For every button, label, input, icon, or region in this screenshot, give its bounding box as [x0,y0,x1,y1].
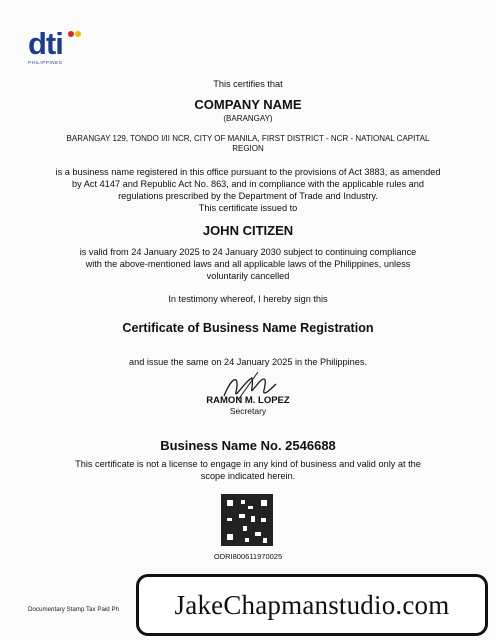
watermark-banner [136,574,488,636]
paragraph-1-line-1: is a business name registered in this office pursuant to the provisions of Act 3883, as amended [55,167,441,177]
company-name: COMPANY NAME [194,97,302,112]
paragraph-1-line-4: This certificate issued to [198,203,298,213]
paragraph-1-line-3: regulations prescribed by the Department of Trade and Industry. [118,191,378,201]
logo-dot-yellow [75,31,81,37]
paragraph-1-line-2: by Act 4147 and Republic Act No. 863, and in compliance with the applicable rules and [72,179,424,189]
signatory-title: Secretary [229,406,267,416]
footer-text: Documentary Stamp Tax Paid Ph [28,606,120,613]
paragraph-2-line-2: with the above-mentioned laws and all applicable laws of the Philippines, unless [85,259,411,269]
paragraph-2-line-1: is valid from 24 January 2025 to 24 January 2030 subject to continuing compliance [79,247,417,257]
signatory-name: RAMON M. LOPEZ [206,395,290,406]
logo-dot-red [68,31,74,37]
qr-code-text: ODRI800611970025 [213,552,283,561]
testimony-text: In testimony whereof, I hereby sign this [168,294,328,304]
logo-dots [68,24,82,42]
address-line-1: BARANGAY 129, TONDO I/II NCR, CITY OF MANILA, FIRST DISTRICT - NCR - NATIONAL CAPITAL [66,134,430,143]
certificate-title: Certificate of Business Name Registration [122,321,374,335]
issue-line: and issue the same on 24 January 2025 in the Philippines. [128,357,367,367]
dti-logo [28,26,86,65]
intro-text: This certifies that [213,79,283,89]
logo-subtext: PHILIPPINES [28,60,63,65]
barangay-label: (BARANGAY) [223,114,273,123]
banner-text: JakeChapmanstudio.com [174,589,450,620]
address-line-2: REGION [232,144,264,153]
paragraph-2-line-3: voluntarily cancelled [206,271,290,281]
owner-name: JOHN CITIZEN [202,223,294,238]
disclaimer-line-2: scope indicated herein. [200,471,296,481]
qr-code [221,494,273,546]
business-name-number: Business Name No. 2546688 [160,438,336,453]
disclaimer-line-1: This certificate is not a license to engage in any kind of business and valid only at the [75,459,421,469]
logo-text: dti [28,26,63,61]
